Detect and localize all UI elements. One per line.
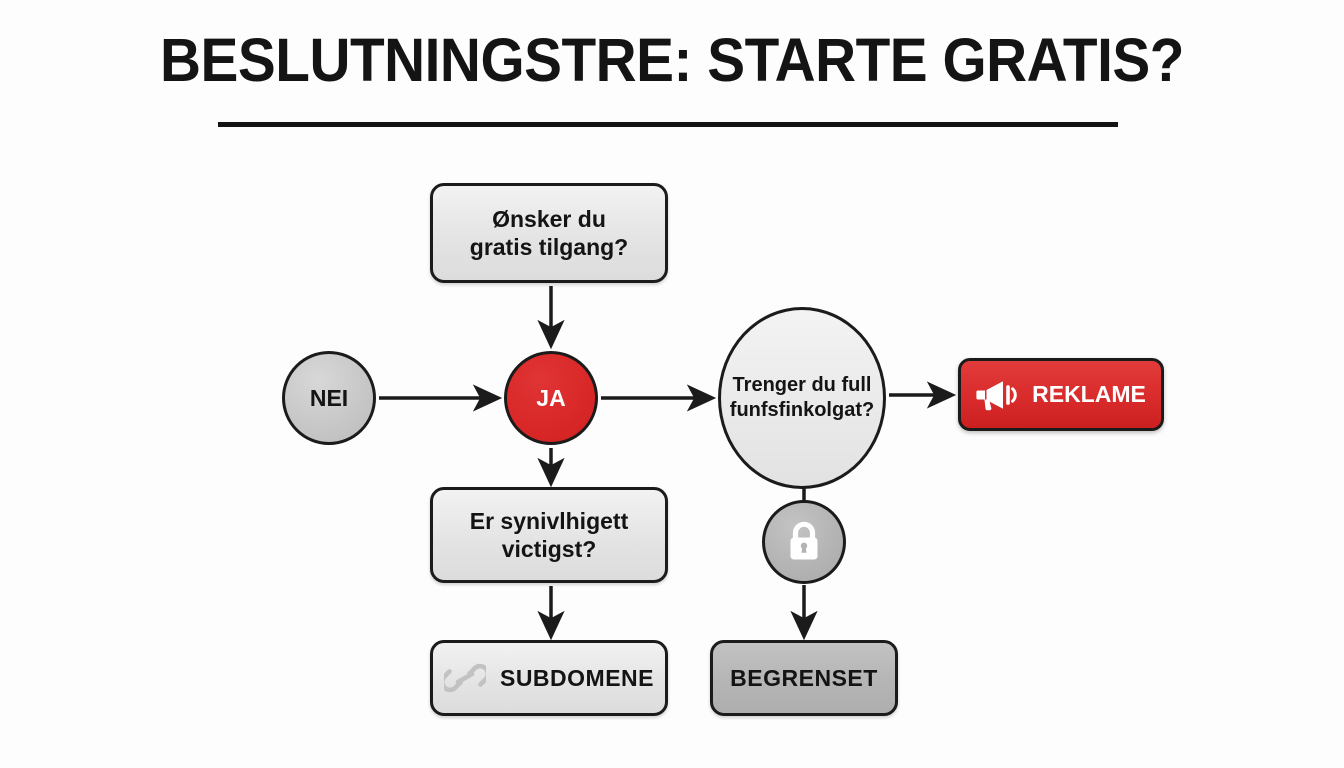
node-question-gratis-tilgang[interactable] — [430, 183, 668, 283]
node-answer-ja[interactable] — [504, 351, 598, 445]
node-outcome-begrenset-label: BEGRENSET — [730, 664, 878, 691]
title-divider — [218, 122, 1118, 127]
title-block — [0, 28, 1344, 92]
megaphone-icon — [976, 378, 1018, 412]
node-question-full-funksjonalitet-line2: funfsfinkolgat? — [729, 399, 875, 421]
lock-icon — [784, 519, 824, 565]
node-question-synlighet[interactable] — [430, 487, 668, 583]
node-question-full-funksjonalitet-line1: Trenger du full — [732, 374, 872, 396]
node-question-gratis-tilgang-line2: gratis tilgang? — [469, 234, 629, 260]
node-outcome-subdomene[interactable] — [430, 640, 668, 716]
node-lock-marker[interactable] — [762, 500, 846, 584]
node-outcome-begrenset[interactable] — [710, 640, 898, 716]
node-question-full-funksjonalitet[interactable] — [718, 307, 886, 489]
node-outcome-reklame[interactable] — [958, 358, 1164, 431]
page-title: BESLUTNINGSTRE: STARTE GRATIS? — [160, 26, 1184, 94]
link-icon — [444, 660, 486, 696]
node-answer-nei[interactable] — [282, 351, 376, 445]
node-question-synlighet-line1: Er synivlhigett — [469, 507, 629, 534]
node-outcome-reklame-label: REKLAME — [1032, 381, 1146, 407]
node-question-gratis-tilgang-line1: Ønsker du — [492, 205, 606, 232]
node-answer-nei-label: NEI — [309, 384, 349, 411]
node-outcome-subdomene-label: SUBDOMENE — [499, 664, 654, 691]
node-question-synlighet-line2: victigst? — [501, 536, 597, 562]
node-answer-ja-label: JA — [536, 384, 566, 411]
